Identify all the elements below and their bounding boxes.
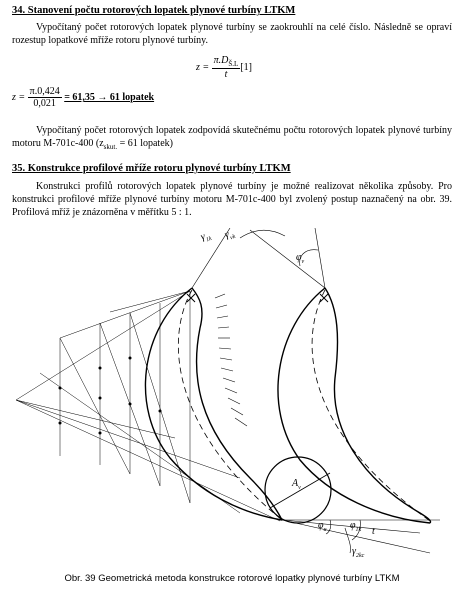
formula-result: = 61,35 → 61 lopatek [64,91,155,103]
label-phi-v: $\varphi_v$ [296,252,305,265]
label-phi-1k: $\varphi_{1k}$ [350,520,362,533]
label-gamma-1k: $\gamma_{1k}$ [199,231,213,244]
section-35-heading: 35. Konstrukce profilové mříže rotoru plynové turbíny LTKM [12,163,291,174]
section-35-paragraph [12,180,452,219]
formula-z-numeric [12,86,154,109]
label-phi-u: $\varphi_u$ [318,520,327,533]
leading-edge-marks [187,294,328,302]
paragraph-text-end: = 61 lopatek) [117,138,173,149]
phi-u-arc [326,520,331,534]
formula-fraction [212,55,241,80]
label-area: $A_v$ [292,478,301,491]
formula-reference: [1] [240,61,252,73]
label-gamma-vk: $\gamma_{vk}$ [223,229,237,242]
formula-numerator-subscript: Š.L [228,60,239,68]
formula-z-general [196,55,252,80]
right-blade [278,288,431,523]
paragraph-text: Vypočítaný počet rotorových lopatek zodpovídá skutečnému počtu rotorových lopatek plynové turbíny motoru M-701c-400 (z [12,125,452,149]
section-34-paragraph-2 [12,124,452,154]
left-blade [145,288,282,520]
formula-denominator: 0,021 [33,98,56,109]
section-34-heading: 34. Stanovení počtu rotorových lopatek plynové turbíny LTKM [12,5,296,16]
label-t: t [372,526,375,537]
inlet-tangent-line [250,230,325,288]
section-34-paragraph-1 [12,21,452,47]
formula-lhs: z = [196,61,210,73]
formula-denominator: t [224,69,228,80]
paragraph-text: Konstrukci profilů rotorových lopatek plynové turbíny je možné realizovat několika způsoby. Pro konstrukci profilové mříže plynové turbíny motoru M-701c-400 byl zvolený postup naznačený na obr. 39. Profilová mříž je znázorněna v měřítku 5 : 1. [12,181,452,218]
formula-lhs: z = [12,91,26,103]
formula-numerator: π.0,424 [29,86,60,97]
blade-construction-figure [0,228,464,568]
gamma-2k-arc [345,528,351,553]
formula-fraction [28,86,62,109]
label-gamma-2k: $\gamma_{2kc}$ [352,546,365,559]
paragraph-subscript: skut. [103,143,118,151]
formula-numerator: π.D [213,55,229,66]
construction-rays [16,291,280,521]
hatching [215,294,247,426]
inlet-angle-arc [240,230,285,238]
inlet-axis-line [315,228,325,288]
figure-caption: Obr. 39 Geometrická metoda konstrukce rotorové lopatky plynové turbíny LTKM [64,573,400,584]
paragraph-text: Vypočítaný počet rotorových lopatek plynové turbíny se zaokrouhlí na celé číslo. Následně se opraví rozestup lopatkové mříže rotoru plynové turbíny. [12,22,452,46]
left-blade-camber [178,290,282,520]
